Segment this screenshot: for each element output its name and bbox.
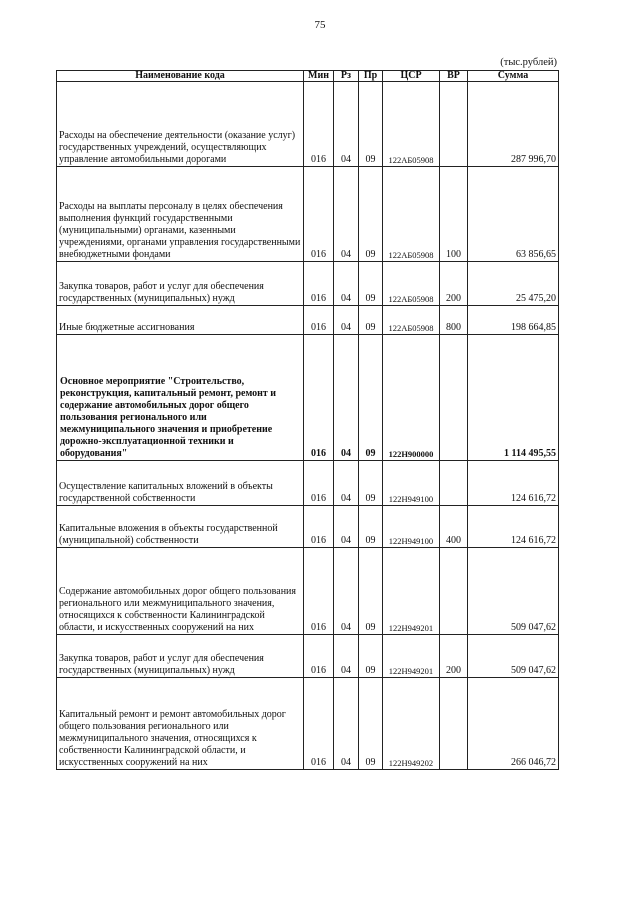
row-csr: 122АБ05908: [383, 262, 440, 306]
row-sum: 509 047,62: [468, 548, 559, 635]
row-name: Содержание автомобильных дорог общего пользования регионального или межмуниципального значения, относящихся к собственности Калининградской области, и искусственных сооружений на них: [57, 548, 304, 635]
row-vr: 400: [440, 506, 468, 548]
row-min: 016: [304, 635, 334, 678]
row-rz: 04: [334, 506, 359, 548]
row-name: Основное мероприятие "Строительство, реконструкция, капитальный ремонт, ремонт и содержание автомобильных дорог общего пользования регионального или межмуниципального значения и приобретение дорожно-эксплуатационной техники и оборудования": [57, 335, 304, 461]
row-sum: 124 616,72: [468, 461, 559, 506]
row-min: 016: [304, 678, 334, 770]
row-min: 016: [304, 461, 334, 506]
row-csr: 122АБ05908: [383, 306, 440, 335]
header-sum: Сумма: [468, 71, 559, 82]
row-name: Осуществление капитальных вложений в объекты государственной собственности: [57, 461, 304, 506]
row-pr: 09: [359, 262, 383, 306]
table-row: [57, 635, 559, 678]
row-min: 016: [304, 548, 334, 635]
units-label: (тыс.рублей): [500, 57, 557, 68]
row-min: 016: [304, 335, 334, 461]
table-body: [57, 82, 559, 770]
row-vr: [440, 548, 468, 635]
row-csr: 122Н949100: [383, 461, 440, 506]
table-row: [57, 306, 559, 335]
table-row: [57, 82, 559, 167]
row-csr: 122Н949201: [383, 548, 440, 635]
header-rz: Рз: [334, 71, 359, 82]
row-sum: 25 475,20: [468, 262, 559, 306]
row-vr: 200: [440, 635, 468, 678]
row-name: Расходы на выплаты персоналу в целях обеспечения выполнения функций государственными (муниципальными) органами, казенными учреждениями, органами управления государственными внебюджетными фондами: [57, 167, 304, 262]
row-csr: 122АБ05908: [383, 82, 440, 167]
budget-table: [56, 70, 559, 770]
header-name: Наименование кода: [57, 71, 304, 82]
row-sum: 198 664,85: [468, 306, 559, 335]
row-csr: 122Н900000: [383, 335, 440, 461]
row-min: 016: [304, 506, 334, 548]
table-row: [57, 506, 559, 548]
table-row: [57, 167, 559, 262]
row-min: 016: [304, 306, 334, 335]
table-row: [57, 548, 559, 635]
row-sum: 63 856,65: [468, 167, 559, 262]
row-csr: 122Н949201: [383, 635, 440, 678]
row-pr: 09: [359, 82, 383, 167]
row-name: Расходы на обеспечение деятельности (оказание услуг) государственных учреждений, осуществляющих управление автомобильными дорогами: [57, 82, 304, 167]
row-csr: 122АБ05908: [383, 167, 440, 262]
row-name: Закупка товаров, работ и услуг для обеспечения государственных (муниципальных) нужд: [57, 262, 304, 306]
header-pr: Пр: [359, 71, 383, 82]
row-name: Капитальный ремонт и ремонт автомобильных дорог общего пользования регионального или межмуниципального значения, относящихся к собственности Калининградской области, и искусственных сооружений на них: [57, 678, 304, 770]
row-rz: 04: [334, 306, 359, 335]
header-min: Мин: [304, 71, 334, 82]
row-rz: 04: [334, 635, 359, 678]
row-vr: 200: [440, 262, 468, 306]
row-min: 016: [304, 262, 334, 306]
row-name: Закупка товаров, работ и услуг для обеспечения государственных (муниципальных) нужд: [57, 635, 304, 678]
table-row: [57, 335, 559, 461]
row-sum: 1 114 495,55: [468, 335, 559, 461]
row-rz: 04: [334, 548, 359, 635]
page-number: 75: [314, 19, 326, 31]
header-csr: ЦСР: [383, 71, 440, 82]
row-vr: [440, 678, 468, 770]
row-rz: 04: [334, 167, 359, 262]
row-rz: 04: [334, 335, 359, 461]
row-sum: 124 616,72: [468, 506, 559, 548]
row-pr: 09: [359, 548, 383, 635]
row-pr: 09: [359, 678, 383, 770]
table-row: [57, 262, 559, 306]
row-rz: 04: [334, 461, 359, 506]
row-vr: [440, 335, 468, 461]
table-row: [57, 461, 559, 506]
row-rz: 04: [334, 678, 359, 770]
table-row: [57, 678, 559, 770]
row-min: 016: [304, 167, 334, 262]
row-rz: 04: [334, 82, 359, 167]
row-name: Капитальные вложения в объекты государственной (муниципальной) собственности: [57, 506, 304, 548]
row-vr: 100: [440, 167, 468, 262]
row-min: 016: [304, 82, 334, 167]
row-csr: 122Н949202: [383, 678, 440, 770]
row-sum: 287 996,70: [468, 82, 559, 167]
row-vr: [440, 461, 468, 506]
header-vr: ВР: [440, 71, 468, 82]
row-sum: 509 047,62: [468, 635, 559, 678]
row-pr: 09: [359, 167, 383, 262]
row-sum: 266 046,72: [468, 678, 559, 770]
row-pr: 09: [359, 306, 383, 335]
row-csr: 122Н949100: [383, 506, 440, 548]
row-pr: 09: [359, 461, 383, 506]
table-header-row: [57, 71, 559, 82]
row-rz: 04: [334, 262, 359, 306]
row-pr: 09: [359, 335, 383, 461]
row-vr: [440, 82, 468, 167]
row-pr: 09: [359, 635, 383, 678]
row-vr: 800: [440, 306, 468, 335]
row-name: Иные бюджетные ассигнования: [57, 306, 304, 335]
row-pr: 09: [359, 506, 383, 548]
